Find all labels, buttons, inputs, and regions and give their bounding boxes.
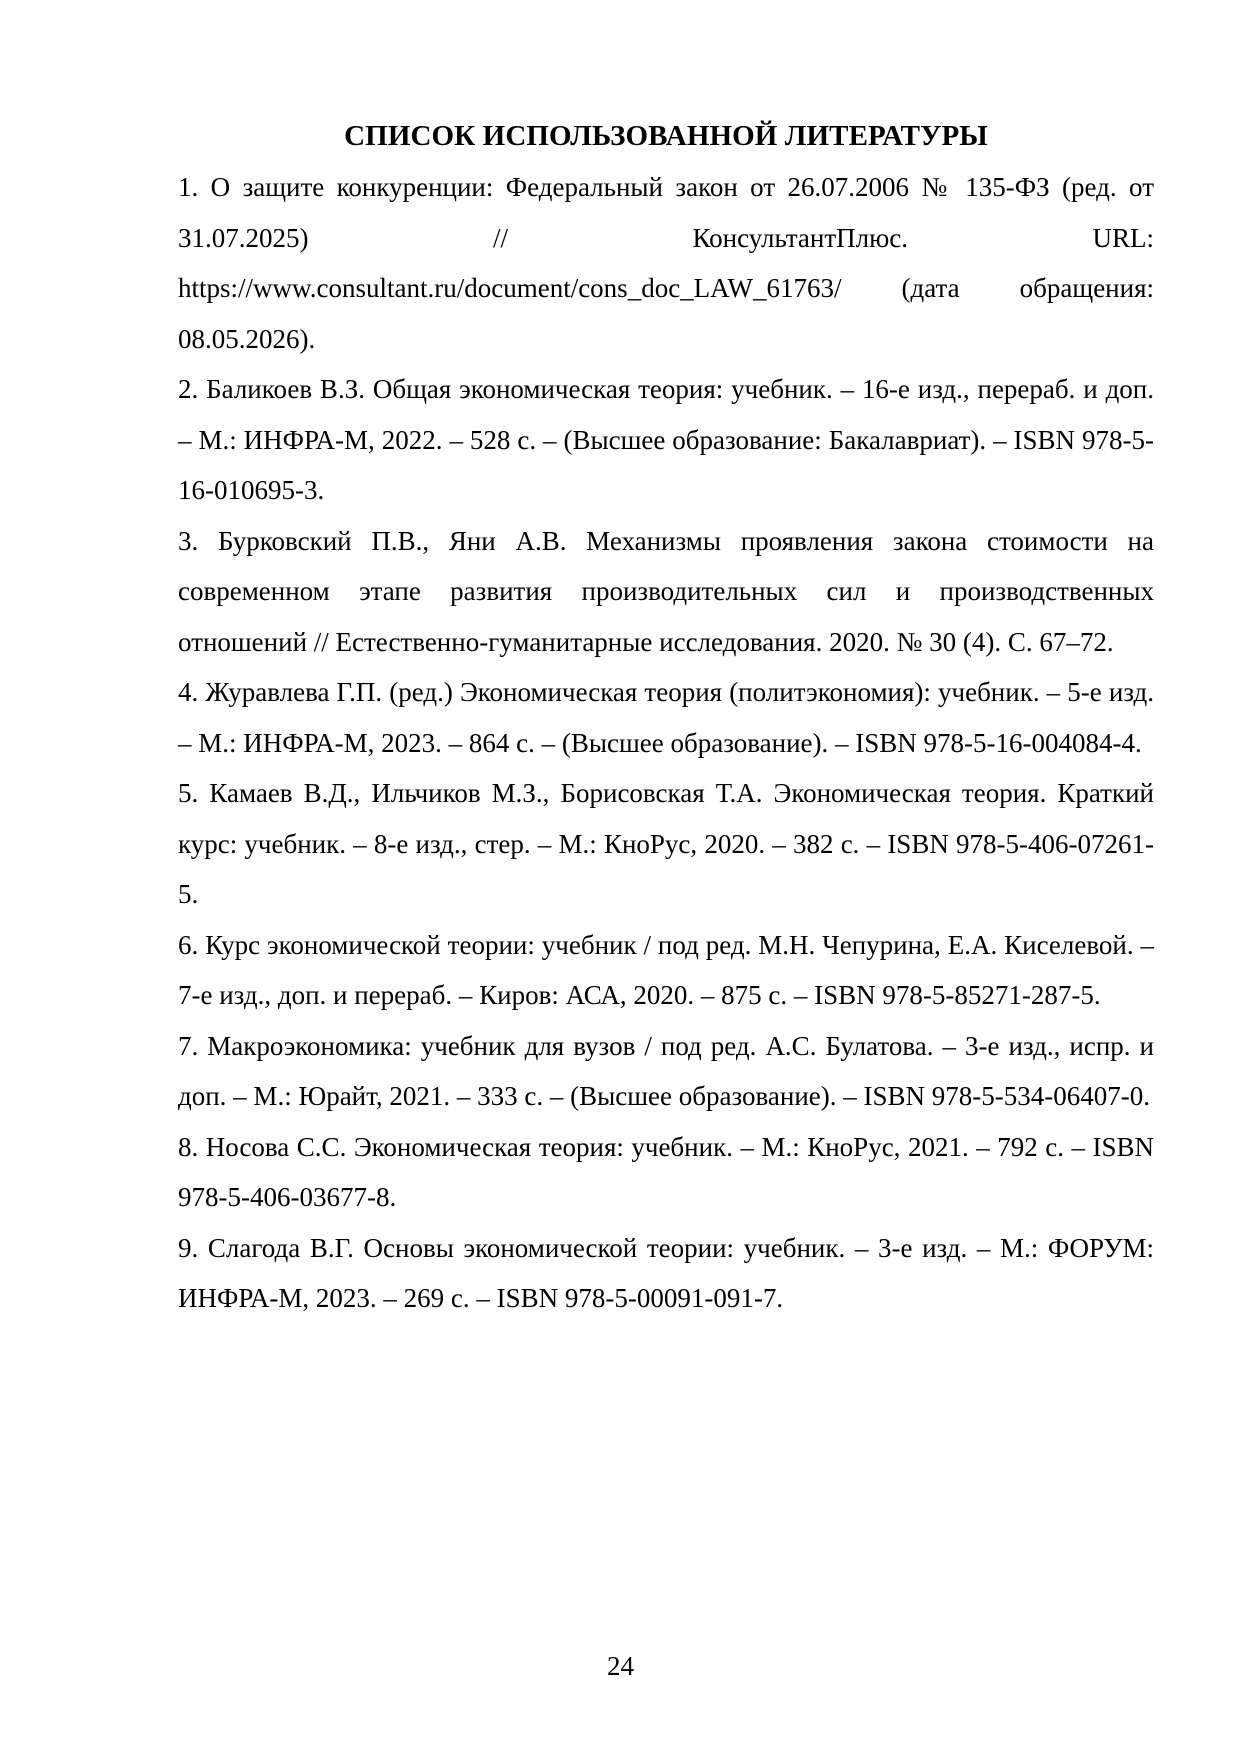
reference-item: 2. Баликоев В.З. Общая экономическая теория: учебник. – 16-е изд., перераб. и доп. – М.: ИНФРА-М, 2022. – 528 с. – (Высшее образование: Бакалавриат). – ISBN 978-5-16-010695-3. xyxy=(178,374,1154,505)
page-title: СПИСОК ИСПОЛЬЗОВАННОЙ ЛИТЕРАТУРЫ xyxy=(344,120,988,152)
reference-item: 6. Курс экономической теории: учебник / под ред. М.Н. Чепурина, Е.А. Киселевой. – 7-е изд., доп. и перераб. – Киров: АСА, 2020. – 875 с. – ISBN 978-5-85271-287-5. xyxy=(178,929,1154,1010)
reference-item: 5. Камаев В.Д., Ильчиков М.З., Борисовская Т.А. Экономическая теория. Краткий курс: учебник. – 8-е изд., стер. – М.: КноРус, 2020. – 382 с. – ISBN 978-5-406-07261-5. xyxy=(178,778,1154,909)
reference-item: 9. Слагода В.Г. Основы экономической теории: учебник. – 3-е изд. – М.: ФОРУМ: ИНФРА-М, 2023. – 269 с. – ISBN 978-5-00091-091-7. xyxy=(178,1232,1154,1313)
reference-item: 3. Бурковский П.В., Яни А.В. Механизмы проявления закона стоимости на современном этапе развития производительных сил и производственных отношений // Естественно-гуманитарные исследования. 2020. № 30 (4). С. 67–72. xyxy=(178,525,1154,657)
reference-item: 4. Журавлева Г.П. (ред.) Экономическая теория (политэкономия): учебник. – 5-е изд. – М.: ИНФРА-М, 2023. – 864 с. – (Высшее образование). – ISBN 978-5-16-004084-4. xyxy=(178,677,1154,758)
page-number: 24 xyxy=(607,1651,634,1681)
reference-list xyxy=(178,162,1154,1324)
reference-item: 7. Макроэкономика: учебник для вузов / под ред. А.С. Булатова. – 3-е изд., испр. и доп. – М.: Юрайт, 2021. – 333 с. – (Высшее образование). – ISBN 978-5-534-06407-0. xyxy=(178,1030,1154,1111)
reference-item: 8. Носова С.С. Экономическая теория: учебник. – М.: КноРус, 2021. – 792 с. – ISBN 978-5-406-03677-8. xyxy=(178,1131,1154,1212)
reference-item: 1. О защите конкуренции: Федеральный закон от 26.07.2006 № 135-ФЗ (ред. от 31.07.2025) // КонсультантПлюс. URL: https://www.consultant.ru/document/cons_doc_LAW_61763/ (дата обращения: 08.05.2026). xyxy=(178,172,1154,354)
page-content xyxy=(178,110,1154,1324)
